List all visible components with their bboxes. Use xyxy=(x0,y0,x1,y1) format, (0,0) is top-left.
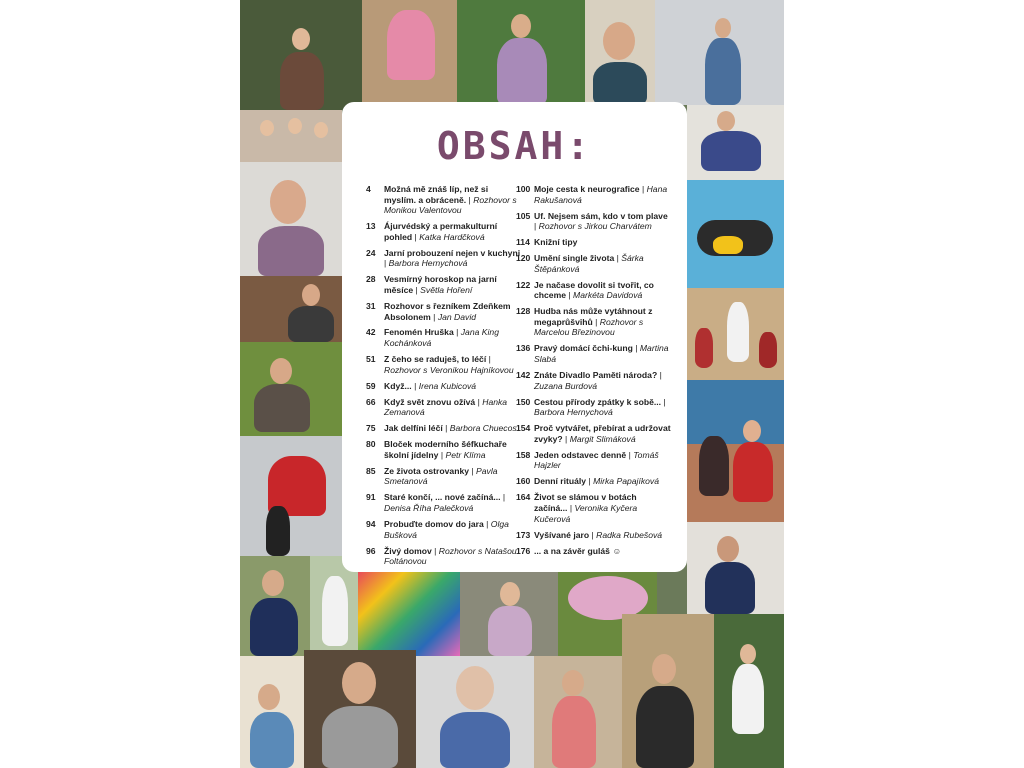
toc-page-number: 96 xyxy=(366,545,376,556)
photo-butcher xyxy=(240,276,342,342)
toc-author: Rozhovor s Veronikou Hajníkovou xyxy=(384,364,514,375)
toc-entry: 150 Cestou přírody zpátky k sobě... | Barbora Hernychová xyxy=(516,396,666,418)
toc-entry: 91 Staré končí, ... nové začíná... | Denisa Říha Palečková xyxy=(366,492,506,513)
photo-kitchen-woman xyxy=(534,656,622,768)
toc-column-right xyxy=(516,184,672,561)
toc-entry: 142 Znáte Divadlo Paměti národa? | Zuzana Burdová xyxy=(516,370,662,391)
toc-author: Rozhovor s Marcelou Březinovou xyxy=(534,316,644,338)
toc-title: Znáte Divadlo Paměti národa? xyxy=(534,370,658,381)
toc-page-number: 59 xyxy=(366,380,376,391)
toc-title: Hudba nás může vytáhnout z megaprůšvihů xyxy=(534,306,653,327)
toc-page-number: 158 xyxy=(516,449,531,460)
toc-entry: 66 Když svět znovu ožívá | Hanka Zemanová xyxy=(366,396,508,418)
toc-author: Markéta Davidová xyxy=(573,290,643,301)
toc-author: Radka Rubešová xyxy=(596,529,663,540)
toc-title: Staré končí, ... nové začíná... xyxy=(384,492,501,503)
toc-author: Margit Slimáková xyxy=(569,433,636,444)
toc-author: Zuzana Burdová xyxy=(534,380,598,391)
toc-entry: 59 Když... | Irena Kubicová xyxy=(366,380,477,391)
toc-title: Proč vytvářet, přebírat a udržovat zvyky? xyxy=(534,423,671,444)
toc-author: Katka Hardčková xyxy=(419,231,485,242)
toc-author: Mirka Papajíková xyxy=(593,476,659,487)
toc-author: Tomáš Hajzler xyxy=(534,449,659,471)
toc-author: Hanka Zemanová xyxy=(384,396,508,418)
toc-page-number: 150 xyxy=(516,396,531,407)
toc-page-number: 51 xyxy=(366,354,376,365)
toc-entry: 164 Život se slámou v botách začíná... | Veronika Kyčera Kučerová xyxy=(516,492,638,524)
toc-entry: 96 Živý domov | Rozhovor s Natašou Foltánovou xyxy=(366,545,517,567)
toc-entry: 28 Vesmírný horoskop na jarní měsíce | Světla Hoření xyxy=(366,274,497,295)
toc-entry: 154 Proč vytvářet, přebírat a udržovat zvyky? | Margit Slimáková xyxy=(516,423,671,444)
toc-entry: 105 Uf. Nejsem sám, kdo v tom plave | Rozhovor s Jirkou Charvátem xyxy=(516,210,668,232)
toc-author: Petr Klíma xyxy=(445,449,486,460)
toc-entry: 80 Bloček moderního šéfkuchaře školní jídelny | Petr Klíma xyxy=(366,439,507,460)
toc-page-number: 154 xyxy=(516,423,531,434)
toc-entry: 173 Vyšívané jaro | Radka Rubešová xyxy=(516,529,663,540)
toc-author: Veronika Kyčera Kučerová xyxy=(534,502,638,524)
toc-author: Světla Hoření xyxy=(420,284,473,295)
photo-guitar-player xyxy=(240,0,362,110)
toc-title: ... a na závěr guláš ☺ xyxy=(534,545,622,556)
toc-author: Barbora Hernychová xyxy=(388,258,468,269)
toc-author: Jan David xyxy=(437,311,477,322)
toc-page-number: 173 xyxy=(516,529,531,540)
toc-title: Když svět znovu ožívá xyxy=(384,396,476,407)
toc-page-number: 120 xyxy=(516,253,531,264)
toc-title: Jak delfíni léčí xyxy=(384,423,443,434)
toc-author: Pavla Smetanová xyxy=(384,465,498,487)
toc-column-left xyxy=(366,184,522,572)
toc-title: Vyšívané jaro xyxy=(534,529,590,540)
photo-drawing-man xyxy=(687,105,784,180)
toc-page-number: 105 xyxy=(516,210,531,221)
toc-entry xyxy=(516,546,672,557)
photo-woman-navy-top xyxy=(240,556,310,656)
toc-title: Vesmírný horoskop na jarní měsíce xyxy=(384,274,497,295)
photo-woman-sitting-grass xyxy=(240,342,342,436)
toc-entry: 75 Jak delfíni léčí | Barbora Chuecos xyxy=(366,423,517,434)
toc-entry: 51 Z čeho se raduješ, to léčí | Rozhovor s Veronikou Hajníkovou xyxy=(366,354,514,375)
photo-laughing-woman xyxy=(240,162,342,276)
photo-dolphin-sea xyxy=(687,180,784,288)
toc-entry: 128 Hudba nás může vytáhnout z megaprůšvihů | Rozhovor s Marcelou Březinovou xyxy=(516,306,653,338)
toc-page-number: 142 xyxy=(516,370,531,381)
toc-page-number: 31 xyxy=(366,300,376,311)
toc-page-number: 4 xyxy=(366,184,371,194)
toc-entry xyxy=(516,237,672,248)
photo-couple-market xyxy=(655,0,784,105)
toc-page-number: 100 xyxy=(516,184,531,194)
photo-island-couple xyxy=(687,380,784,522)
page-title: OBSAH: xyxy=(436,124,593,168)
toc-title: Probuďte domov do jara xyxy=(384,518,484,529)
toc-page-number: 24 xyxy=(366,247,376,258)
toc-entry: 120 Umění single života | Šárka Štěpánková xyxy=(516,253,644,274)
toc-title: Uf. Nejsem sám, kdo v tom plave xyxy=(534,210,668,221)
photo-group-girls xyxy=(240,110,342,162)
toc-author: Barbora Hernychová xyxy=(534,407,613,418)
toc-page-number: 94 xyxy=(366,518,376,529)
photo-elder-woman xyxy=(460,572,558,656)
toc-author: Šárka Štěpánková xyxy=(534,253,644,274)
toc-page-number: 122 xyxy=(516,279,531,290)
toc-page-number: 91 xyxy=(366,492,376,503)
toc-page-number: 128 xyxy=(516,306,531,317)
toc-author: Olga Bušková xyxy=(384,518,509,540)
toc-entry: 122 Je načase dovolit si tvořit, co chceme | Markéta Davidová xyxy=(516,279,654,301)
toc-entry: 4 Možná mě znáš líp, než si myslím. a obráceně. | Rozhovor s Monikou Valentovou xyxy=(366,184,517,216)
toc-entry: 160 Denní rituály | Mirka Papajíková xyxy=(516,476,659,487)
toc-entry: 136 Pravý domácí čchi-kung | Martina Slabá xyxy=(516,343,669,365)
toc-author: Martina Slabá xyxy=(534,343,669,365)
toc-title: Umění single života xyxy=(534,253,615,264)
toc-title: Ájurvédský a permakulturní pohled xyxy=(384,221,498,242)
toc-author: Hana Rakušanová xyxy=(534,184,668,205)
toc-title: Ze života ostrovanky xyxy=(384,465,470,476)
toc-entry: 24 Jarní probouzení nejen v kuchyni | Barbora Hernychová xyxy=(366,247,521,269)
toc-entry: 31 Rozhovor s řezníkem Zdeňkem Absolonem | Jan David xyxy=(366,300,511,322)
photo-child-pink xyxy=(362,0,457,105)
toc-page-number: 136 xyxy=(516,343,531,354)
photo-woman-laptop xyxy=(240,656,304,768)
toc-title: Živý domov xyxy=(384,545,432,556)
toc-title: Život se slámou v botách začíná... xyxy=(534,492,637,513)
photo-grey-hair-woman xyxy=(416,656,534,768)
photo-school-chef-kids xyxy=(687,288,784,380)
photo-straw-man xyxy=(622,614,714,768)
toc-title: Fenomén Hruška xyxy=(384,327,454,338)
toc-entry: 100 Moje cesta k neurografice | Hana Rakušanová xyxy=(516,184,668,205)
photo-neurographic-art xyxy=(358,572,460,656)
toc-panel xyxy=(342,102,687,572)
toc-title: Pravý domácí čchi-kung xyxy=(534,343,633,354)
toc-title: Moje cesta k neurografice xyxy=(534,184,640,194)
toc-author: Rozhovor s Jirkou Charvátem xyxy=(538,221,652,232)
photo-woman-garden xyxy=(714,614,784,768)
toc-page-number: 160 xyxy=(516,476,531,487)
toc-entry: 94 Probuďte domov do jara | Olga Bušková xyxy=(366,518,509,540)
toc-title: Je načase dovolit si tvořit, co chceme xyxy=(534,279,654,301)
toc-title: Možná mě znáš líp, než si myslím. a obráceně. xyxy=(384,184,489,205)
toc-author: Denisa Říha Palečková xyxy=(384,502,474,513)
toc-entry: 85 Ze života ostrovanky | Pavla Smetanová xyxy=(366,465,498,487)
toc-title: Denní rituály xyxy=(534,476,587,487)
toc-title: Knižní tipy xyxy=(534,237,578,248)
toc-title: Když... xyxy=(384,380,412,391)
toc-page-number: 80 xyxy=(366,439,376,450)
toc-page-number: 13 xyxy=(366,221,376,232)
toc-author: Rozhovor s Monikou Valentovou xyxy=(384,194,517,216)
toc-entry: 158 Jeden odstavec denně | Tomáš Hajzler xyxy=(516,449,659,471)
photo-woman-dark-hair xyxy=(585,0,655,105)
toc-entry: 42 Fenomén Hruška | Jana King Kochánková xyxy=(366,327,499,349)
toc-page-number: 164 xyxy=(516,492,531,503)
magazine-page xyxy=(240,0,784,768)
toc-page-number: 42 xyxy=(366,327,376,338)
toc-title: Cestou přírody zpátky k sobě... xyxy=(534,396,662,407)
toc-author: Jana King Kochánková xyxy=(384,327,499,349)
toc-author: Barbora Chuecos xyxy=(449,423,517,434)
toc-author: Rozhovor s Natašou Foltánovou xyxy=(384,545,517,567)
toc-title: Z čeho se raduješ, to léčí xyxy=(384,354,487,365)
toc-page-number: 28 xyxy=(366,274,376,285)
toc-page-number: 85 xyxy=(366,465,376,476)
toc-page-number: 75 xyxy=(366,423,376,434)
toc-author: Irena Kubicová xyxy=(418,380,477,391)
toc-title: Jarní probouzení nejen v kuchyni xyxy=(384,247,521,258)
toc-page-number: 66 xyxy=(366,396,376,407)
toc-page-number: 114 xyxy=(516,237,530,248)
toc-title: Bloček moderního šéfkuchaře školní jídelny xyxy=(384,439,507,460)
toc-entry: 13 Ájurvédský a permakulturní pohled | Katka Hardčková xyxy=(366,221,498,242)
toc-title: Rozhovor s řezníkem Zdeňkem Absolonem xyxy=(384,300,511,322)
toc-title: Jeden odstavec denně xyxy=(534,449,627,460)
photo-man-portrait xyxy=(304,650,416,768)
photo-red-dancer xyxy=(240,436,342,556)
photo-woman-lilacs xyxy=(457,0,585,105)
photo-family-hands xyxy=(687,522,784,614)
toc-page-number: 176 xyxy=(516,545,531,556)
